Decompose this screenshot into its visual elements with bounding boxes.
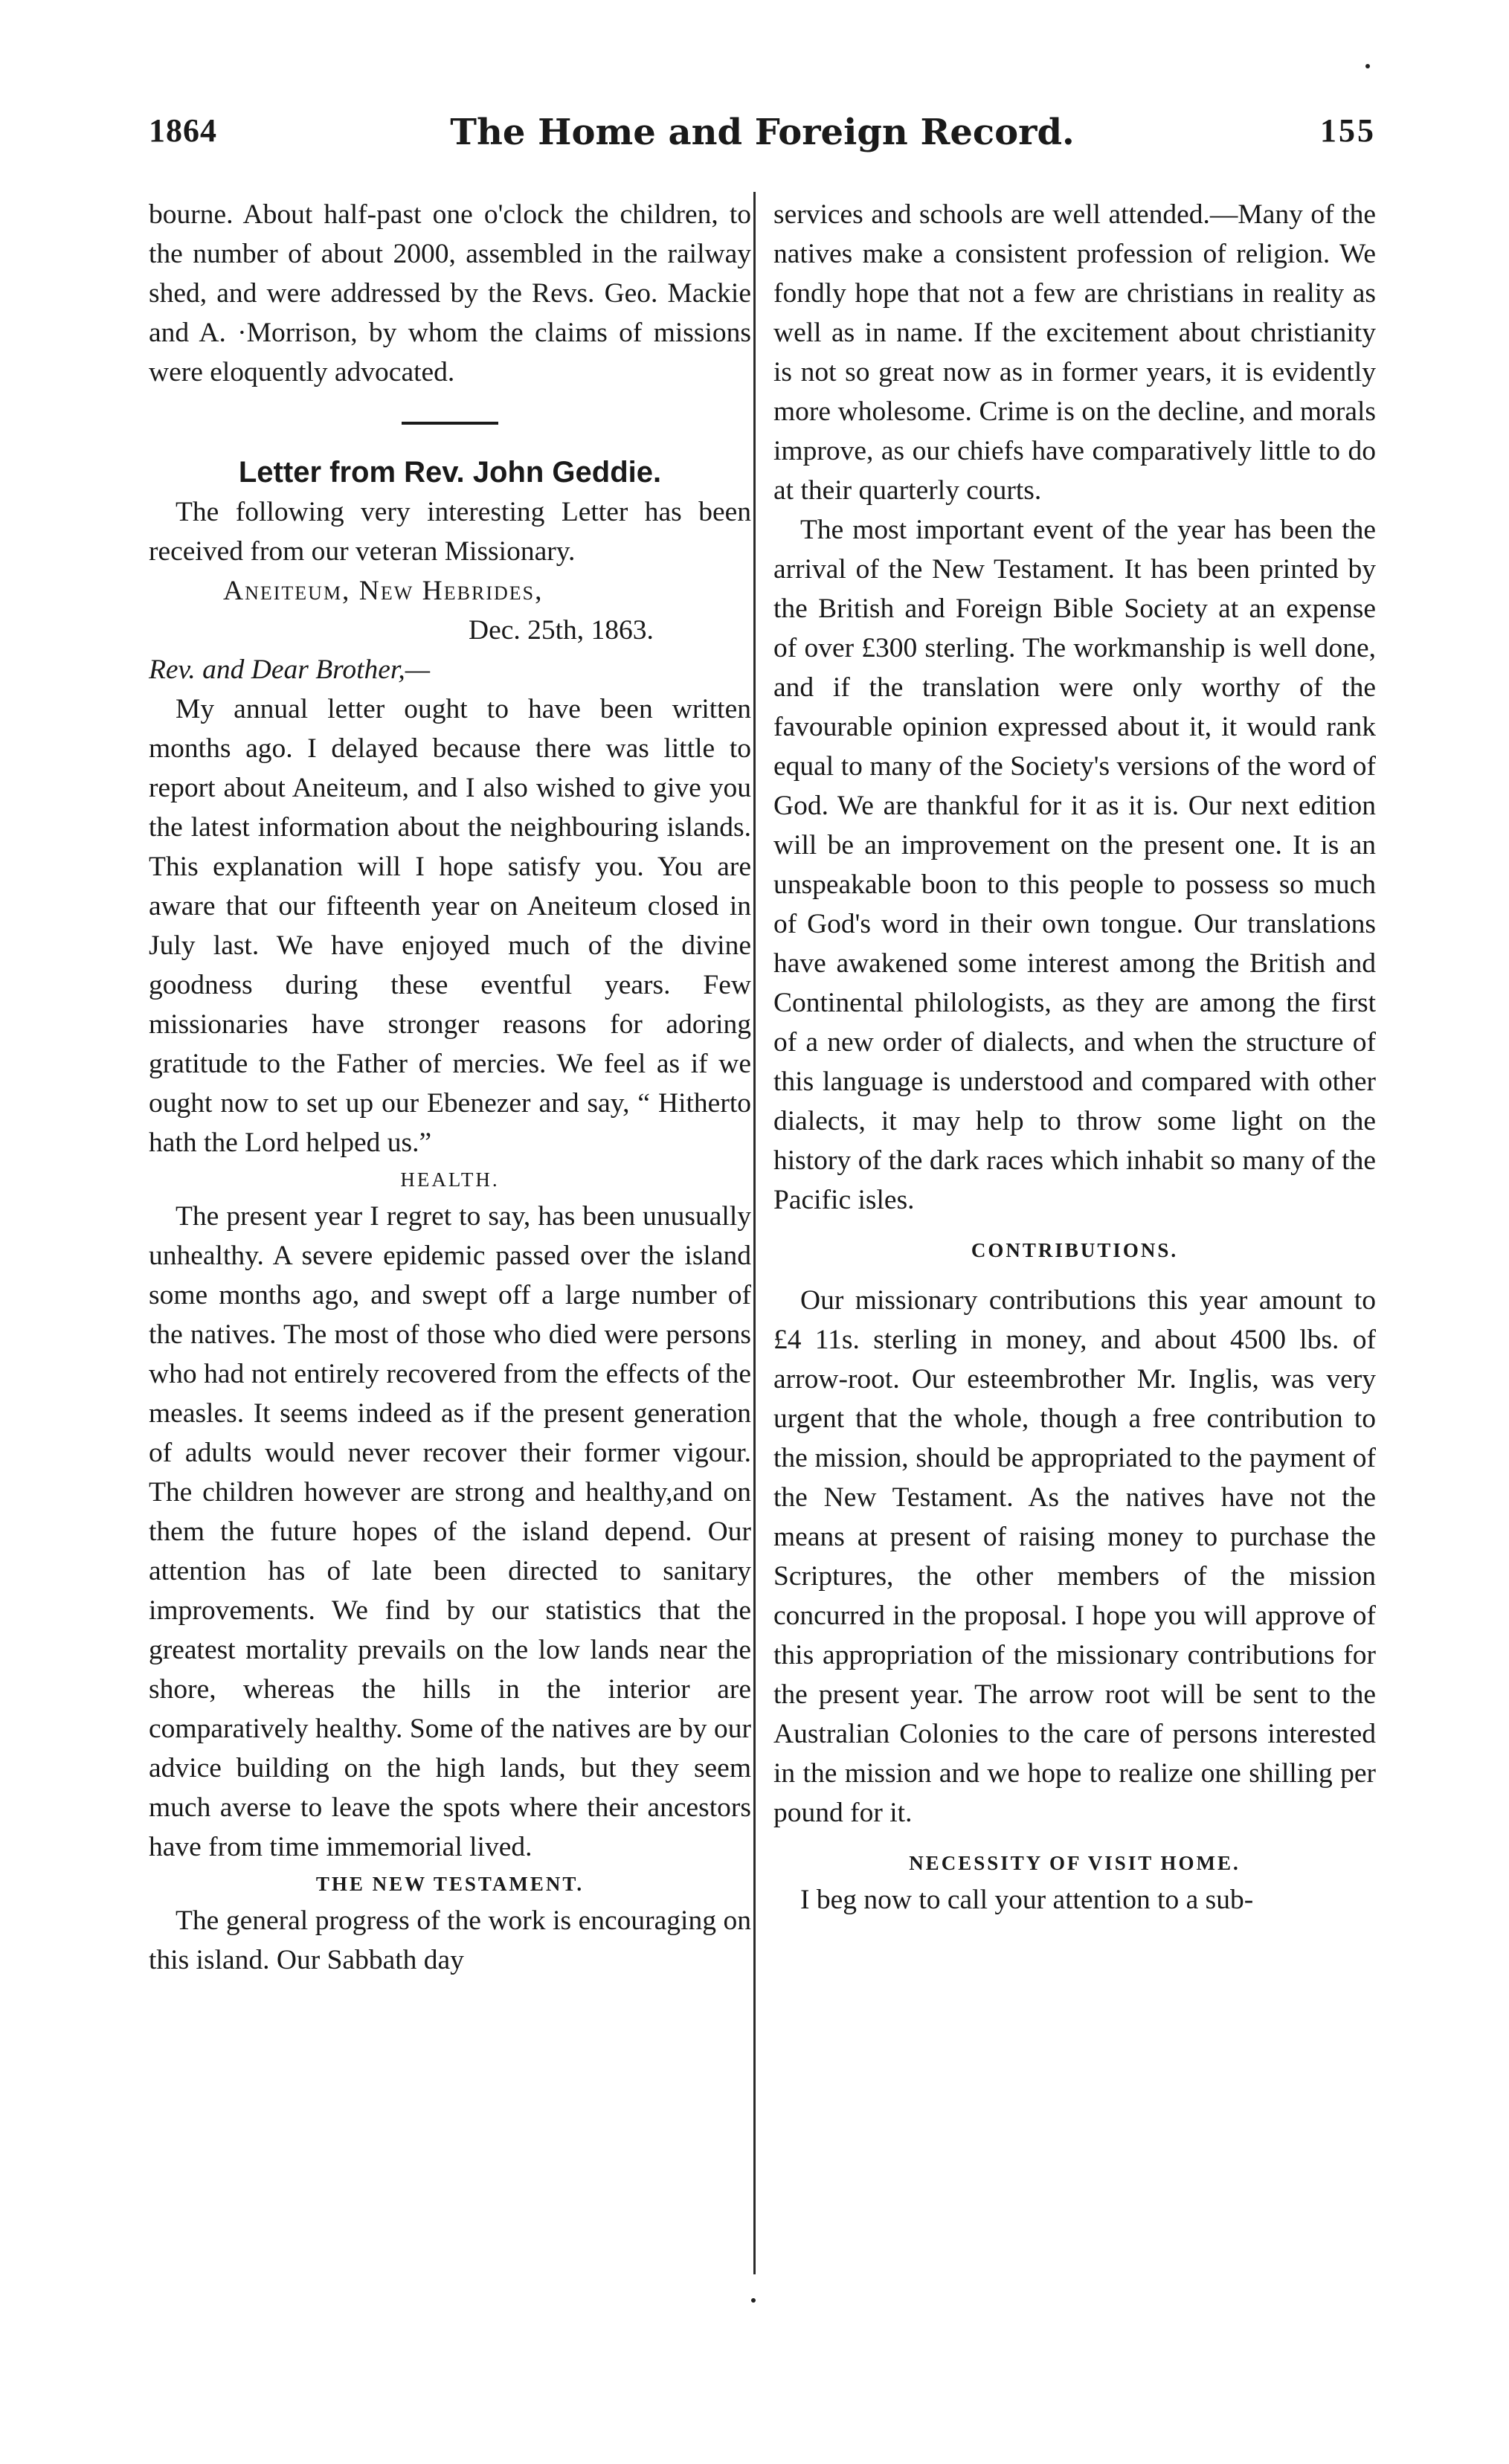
intro-paragraph: bourne. About half-past one o'clock the children, to the number of about 2000, assembled in the railway shed, and were addressed by the Revs. Geo. Mackie and A. ·Morrison, by whom the claims of missions were eloquently advocated. bbox=[149, 199, 751, 387]
header-year: 1864 bbox=[149, 112, 217, 149]
header-title: The Home and Foreign Record. bbox=[450, 112, 1075, 153]
article-intro: The following very interesting Letter has been received from our veteran Missionary. bbox=[149, 497, 751, 567]
dateline-place: Aneiteum, New Hebrides, bbox=[223, 576, 544, 606]
section-heading-contributions: CONTRIBUTIONS. bbox=[971, 1239, 1179, 1261]
column-divider bbox=[753, 192, 756, 2274]
dateline-date: Dec. 25th, 1863. bbox=[469, 615, 654, 646]
spacer bbox=[773, 1833, 1376, 1846]
section-heading-health: HEALTH. bbox=[400, 1168, 500, 1191]
section-heading-visit-home: NECESSITY OF VISIT HOME. bbox=[909, 1852, 1241, 1874]
print-speck bbox=[751, 2298, 756, 2303]
contributions-paragraph: Our missionary contributions this year amount to £4 11s. sterling in money, and about 4500 lbs. of arrow-root. Our esteembrother Mr. Inglis, was very urgent that the whole, though a free contribution to the mission, should be appropriated to the payment of the New Testament. As the natives have not the means at present of raising money to purchase the Scriptures, the other members of the mission concurred in the proposal. I hope you will approve of this appropriation of the missionary contributions for the present year. The arrow root will be sent to the Australian Colonies to the care of persons interested in the mission and we hope to realize one shilling per pound for it. bbox=[773, 1285, 1376, 1828]
right-column bbox=[773, 195, 1376, 1920]
visit-home-paragraph: I beg now to call your attention to a sub- bbox=[800, 1885, 1254, 1915]
section-rule bbox=[402, 422, 498, 425]
spacer bbox=[773, 1220, 1376, 1233]
page-header bbox=[149, 112, 1376, 171]
spacer bbox=[773, 1267, 1376, 1281]
left-column bbox=[149, 195, 751, 1980]
header-page-number: 155 bbox=[1320, 112, 1376, 149]
section-heading-new-testament: THE NEW TESTAMENT. bbox=[315, 1873, 585, 1895]
continued-paragraph: services and schools are well attended.—Many of the natives make a consistent profession of religion. We fondly hope that not a few are christians in reality as well as in name. If the excitement about christianity is not so great now as in former years, it is evidently more wholesome. Crime is on the decline, and morals improve, as our chiefs have comparatively little to do at their quarterly courts. bbox=[773, 199, 1376, 506]
new-testament-paragraph: The general progress of the work is encouraging on this island. Our Sabbath day bbox=[149, 1905, 751, 1975]
print-speck bbox=[1365, 64, 1370, 68]
health-paragraph: The present year I regret to say, has been unusually unhealthy. A severe epidemic passed over the island some months ago, and swept off a large number of the natives. The most of those who died were persons who had not entirely recovered from the effects of the measles. It seems indeed as if the present generation of adults would never recover their former vigour. The children however are strong and healthy,and on them the future hopes of the island depend. Our attention has of late been directed to sanitary improvements. We find by our statistics that the greatest mortality prevails on the low lands near the shore, whereas the hills in the interior are comparatively healthy. Some of the natives are by our advice building on the high lands, but they seem much averse to leave the spots where their ancestors have from time immemorial lived. bbox=[149, 1201, 751, 1862]
article-title: Letter from Rev. John Geddie. bbox=[238, 456, 662, 489]
letter-paragraph: My annual letter ought to have been written months ago. I delayed because there was little to report about Aneiteum, and I also wished to give you the latest information about the neighbouring islands. This explanation will I hope satisfy you. You are aware that our fifteenth year on Aneiteum closed in July last. We have enjoyed much of the divine goodness during these eventful years. Few missionaries have stronger reasons for adoring gratitude to the Father of mercies. We feel as if we ought now to set up our Ebenezer and say, “ Hitherto hath the Lord helped us.” bbox=[149, 694, 751, 1158]
salutation: Rev. and Dear Brother,— bbox=[149, 654, 431, 685]
new-testament-arrival-paragraph: The most important event of the year has been the arrival of the New Testament. It has been printed by the British and Foreign Bible Society at an expense of over £300 sterling. The workmanship is well done, and if the translation were only worthy of the favourable opinion expressed about it, it would rank equal to many of the Society's versions of the word of God. We are thankful for it as it is. Our next edition will be an improvement on the present one. It is an unspeakable boon to this people to possess so much of God's word in their own tongue. Our translations have awakened some interest among the British and Continental philologists, as they are among the first of a new order of dialects, and when the structure of this language is understood and compared with other dialects, it may help to throw some light on the history of the dark races which inhabit so many of the Pacific isles. bbox=[773, 515, 1376, 1215]
